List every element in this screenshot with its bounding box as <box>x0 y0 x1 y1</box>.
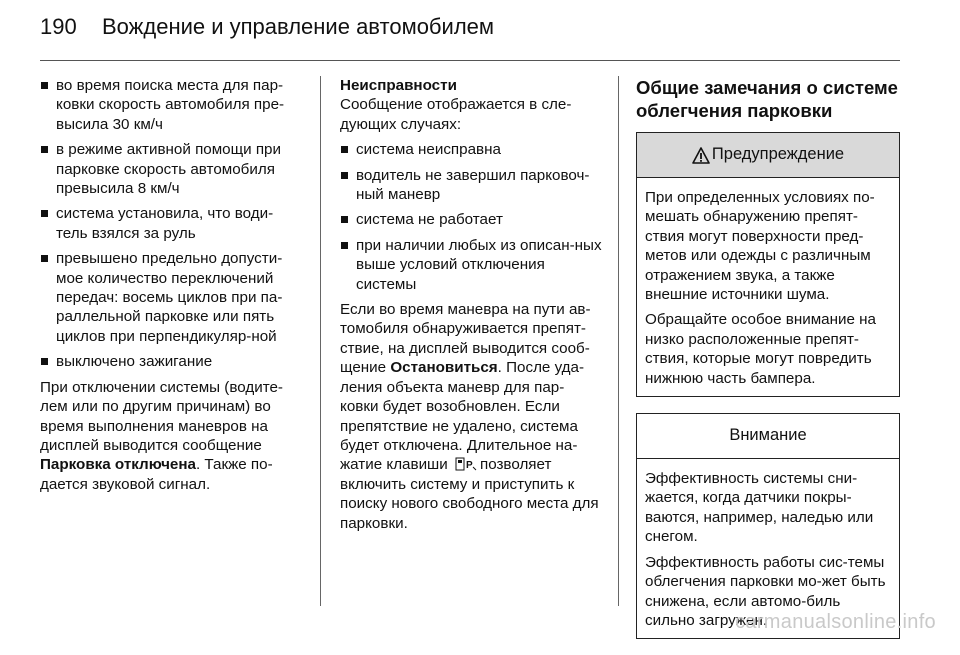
bullet-square-icon <box>341 172 348 179</box>
list-item: водитель не завершил парковоч-ный маневр <box>340 166 602 205</box>
notice-box-header <box>637 414 899 459</box>
bullet-square-icon <box>41 255 48 262</box>
svg-text:P: P <box>465 460 473 472</box>
faults-heading: Неисправности <box>340 77 457 94</box>
notice-paragraph: Эффективность работы сис-темы облегчения парковки мо-жет быть снижена, если автомо-биль сильно загружен. <box>645 553 886 629</box>
obstacle-paragraph: Если во время маневра на пути ав-томобиля обнаруживается препят-ствие, на дисплей выводится сооб-щение Остановиться. После уда-ления объекта маневр для пар-ковки будет возобновлен. Если препятствие не удалено, система будет отключена. Длительное на-жатие клавиши P позволяет включить систему и приступить к поиску нового свободного места для парковки. <box>340 301 599 532</box>
faults-intro: Сообщение отображается в сле-дующих случаях: <box>340 96 572 133</box>
bullet-square-icon <box>41 358 48 365</box>
list-item: система не работает <box>340 210 602 229</box>
list-item: система установила, что води-тель взялся за руль <box>40 204 302 243</box>
notice-box <box>636 413 900 639</box>
notice-title: Внимание <box>729 426 807 445</box>
warning-box <box>636 132 900 397</box>
page-title: Вождение и управление автомобилем <box>102 14 495 39</box>
message-stop: Остановиться <box>390 359 498 377</box>
bullet-square-icon <box>341 216 348 223</box>
message-parking-off: Парковка отключена <box>40 456 196 474</box>
parking-assist-key-icon <box>455 457 477 471</box>
header-divider <box>40 60 900 61</box>
bullet-square-icon <box>341 146 348 153</box>
watermark: carmanualsonline.info <box>735 611 936 633</box>
page-number: 190 <box>40 14 77 39</box>
faults-list <box>340 140 602 294</box>
page-header <box>40 14 900 50</box>
column-divider-left <box>320 76 321 606</box>
warning-paragraph: Обращайте особое внимание на низко расположенные препят-ствия, которые могут повредить нижнюю часть бампера. <box>645 311 876 387</box>
list-item: при наличии любых из описан-ных выше условий отключения системы <box>340 236 602 294</box>
bullet-square-icon <box>41 82 48 89</box>
column-1 <box>40 76 302 500</box>
column-2 <box>340 76 602 539</box>
warning-box-body <box>637 178 899 396</box>
list-item: превышено предельно допусти-мое количество переключений передач: восемь циклов при па-раллельной парковке или пять циклов при перпендикуляр-ной <box>40 249 302 346</box>
list-item: в режиме активной помощи при парковке скорость автомобиля превысила 8 км/ч <box>40 140 302 198</box>
warning-box-header <box>637 133 899 178</box>
warning-paragraph: При определенных условиях по-мешать обнаружению препят-ствия могут поверхности пред-метов или одежды с различным отражением звука, а также внешние источники шума. <box>645 189 875 304</box>
deactivation-conditions-list <box>40 76 302 372</box>
notice-paragraph: Эффективность системы сни-жается, когда датчики покры-ваются, например, наледью или снегом. <box>645 470 874 546</box>
list-item: система неисправна <box>340 140 602 159</box>
warning-triangle-icon <box>692 147 710 164</box>
warning-title: Предупреждение <box>711 145 845 164</box>
column-3 <box>636 76 900 655</box>
bullet-square-icon <box>341 242 348 249</box>
list-item: выключено зажигание <box>40 352 302 371</box>
deactivation-paragraph: При отключении системы (водите-лем или по другим причинам) во время выполнения маневров на дисплей выводится сообщение Парковка отключена. Также по-дается звуковой сигнал. <box>40 378 283 493</box>
column-divider-right <box>618 76 619 606</box>
list-item: во время поиска места для пар-ковки скорость автомобиля пре-высила 30 км/ч <box>40 76 302 134</box>
bullet-square-icon <box>41 146 48 153</box>
bullet-square-icon <box>41 210 48 217</box>
section-heading: Общие замечания о системе облегчения парковки <box>636 77 898 121</box>
